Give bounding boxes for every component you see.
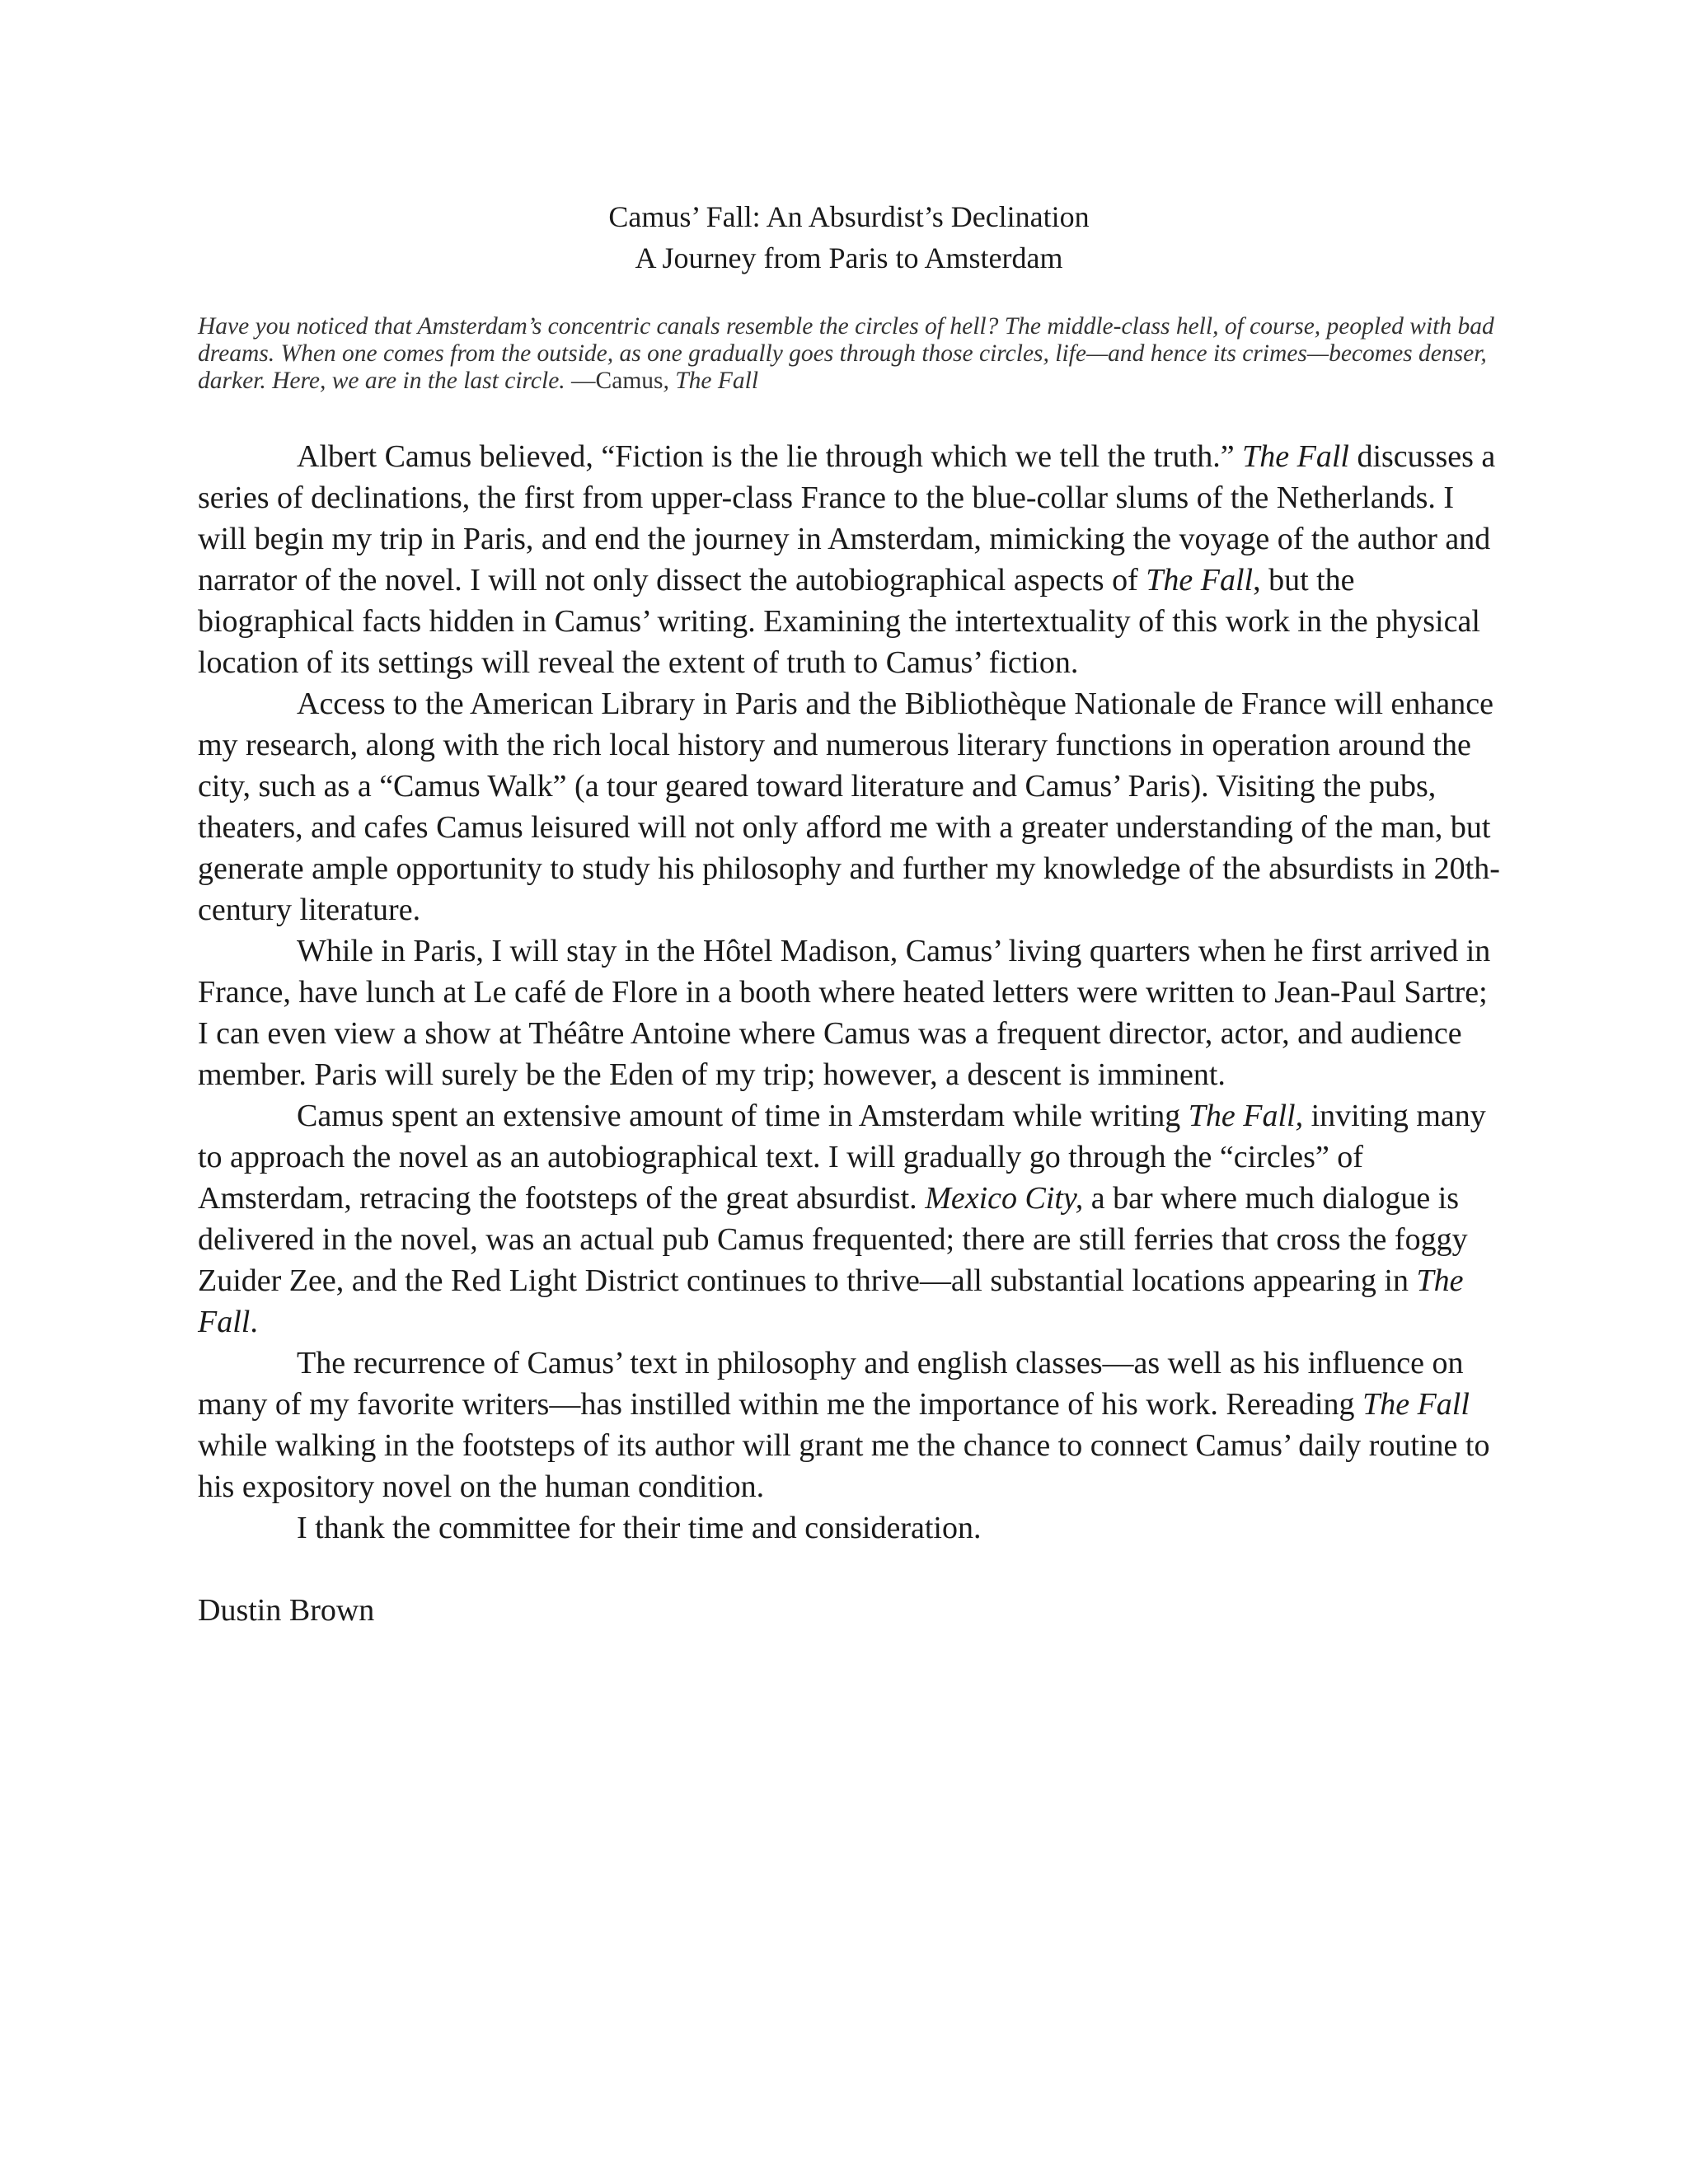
text-run: The recurrence of Camus’ text in philosophy and english classes—as well as his influence on many of my favorite writers—has instilled within me the importance of his work. Rereading bbox=[198, 1346, 1464, 1422]
text-run: While in Paris, I will stay in the Hôtel Madison, Camus’ living quarters when he first arrived in France, have lunch at Le café de Flore in a booth where heated letters were written to Jean-Paul Sartre; I can even view a show at Théâtre Antoine where Camus was a frequent director, actor, and audience member. Paris will surely be the Eden of my trip; however, a descent is imminent. bbox=[198, 934, 1491, 1092]
epigraph-separator: , bbox=[663, 368, 676, 394]
text-run: I thank the committee for their time and consideration. bbox=[297, 1511, 982, 1545]
paragraph-4 bbox=[198, 1095, 1500, 1343]
text-run: a bar where much dialogue is delivered in the novel, was an actual pub Camus frequented; there are still ferries that cross the foggy Zuider Zee, and the Red Light District continues to thrive—all substantial locations appearing in bbox=[198, 1181, 1468, 1298]
essay-body bbox=[198, 436, 1500, 1549]
paragraph-1 bbox=[198, 436, 1500, 683]
text-run: . bbox=[250, 1305, 258, 1339]
epigraph-dash: — bbox=[565, 368, 596, 394]
book-title: The Fall bbox=[198, 1263, 1464, 1339]
signature: Dustin Brown bbox=[198, 1593, 375, 1628]
paragraph-2 bbox=[198, 683, 1500, 930]
text-run: inviting many to approach the novel as an autobiographical text. I will gradually go through the “circles” of Amsterdam, retracing the footsteps of the great absurdist. bbox=[198, 1099, 1486, 1216]
text-run: Access to the American Library in Paris and the Bibliothèque Nationale de France will enhance my research, along with the rich local history and numerous literary functions in operation around the city, such as a “Camus Walk” (a tour geared toward literature and Camus’ Paris). Visiting the pubs, theaters, and cafes Camus leisured will not only afford me with a greater understanding of the man, but generate ample opportunity to study his philosophy and further my knowledge of the absurdists in 20th-century literature. bbox=[198, 687, 1500, 927]
document-page bbox=[198, 196, 1500, 1631]
text-run: while walking in the footsteps of its author will grant me the chance to connect Camus’ daily routine to his expository novel on the human condition. bbox=[198, 1428, 1490, 1504]
text-run: Camus spent an extensive amount of time in Amsterdam while writing bbox=[297, 1099, 1189, 1133]
text-run: Albert Camus believed, “Fiction is the lie through which we tell the truth.” bbox=[297, 439, 1243, 474]
book-title: The Fall, bbox=[1188, 1099, 1304, 1133]
epigraph bbox=[198, 313, 1500, 395]
title-line-1: Camus’ Fall: An Absurdist’s Declination bbox=[608, 200, 1090, 233]
bar-name: Mexico City, bbox=[925, 1181, 1084, 1216]
book-title: The Fall bbox=[1146, 563, 1254, 598]
paragraph-5 bbox=[198, 1343, 1500, 1507]
title-line-2: A Journey from Paris to Amsterdam bbox=[635, 241, 1063, 274]
book-title: The Fall bbox=[1242, 439, 1349, 474]
epigraph-author: Camus bbox=[595, 368, 663, 394]
text-run: , but the biographical facts hidden in Camus’ writing. Examining the intertextuality of this work in the physical location of its settings will reveal the extent of truth to Camus’ fiction. bbox=[198, 563, 1480, 680]
text-run: discusses a series of declinations, the first from upper-class France to the blue-collar slums of the Netherlands. I will begin my trip in Paris, and end the journey in Amsterdam, mimicking the voyage of the author and narrator of the novel. I will not only dissect the autobiographical aspects of bbox=[198, 439, 1496, 598]
document-title bbox=[198, 196, 1500, 279]
paragraph-3 bbox=[198, 930, 1500, 1095]
book-title: The Fall bbox=[1362, 1387, 1470, 1422]
paragraph-6 bbox=[198, 1507, 1500, 1549]
epigraph-work: The Fall bbox=[675, 368, 759, 394]
epigraph-quote: Have you noticed that Amsterdam’s concentric canals resemble the circles of hell? The middle-class hell, of course, peopled with bad dreams. When one comes from the outside, as one gradually goes through those circles, life—and hence its crimes—becomes denser, darker. Here, we are in the last circle. bbox=[198, 313, 1494, 394]
